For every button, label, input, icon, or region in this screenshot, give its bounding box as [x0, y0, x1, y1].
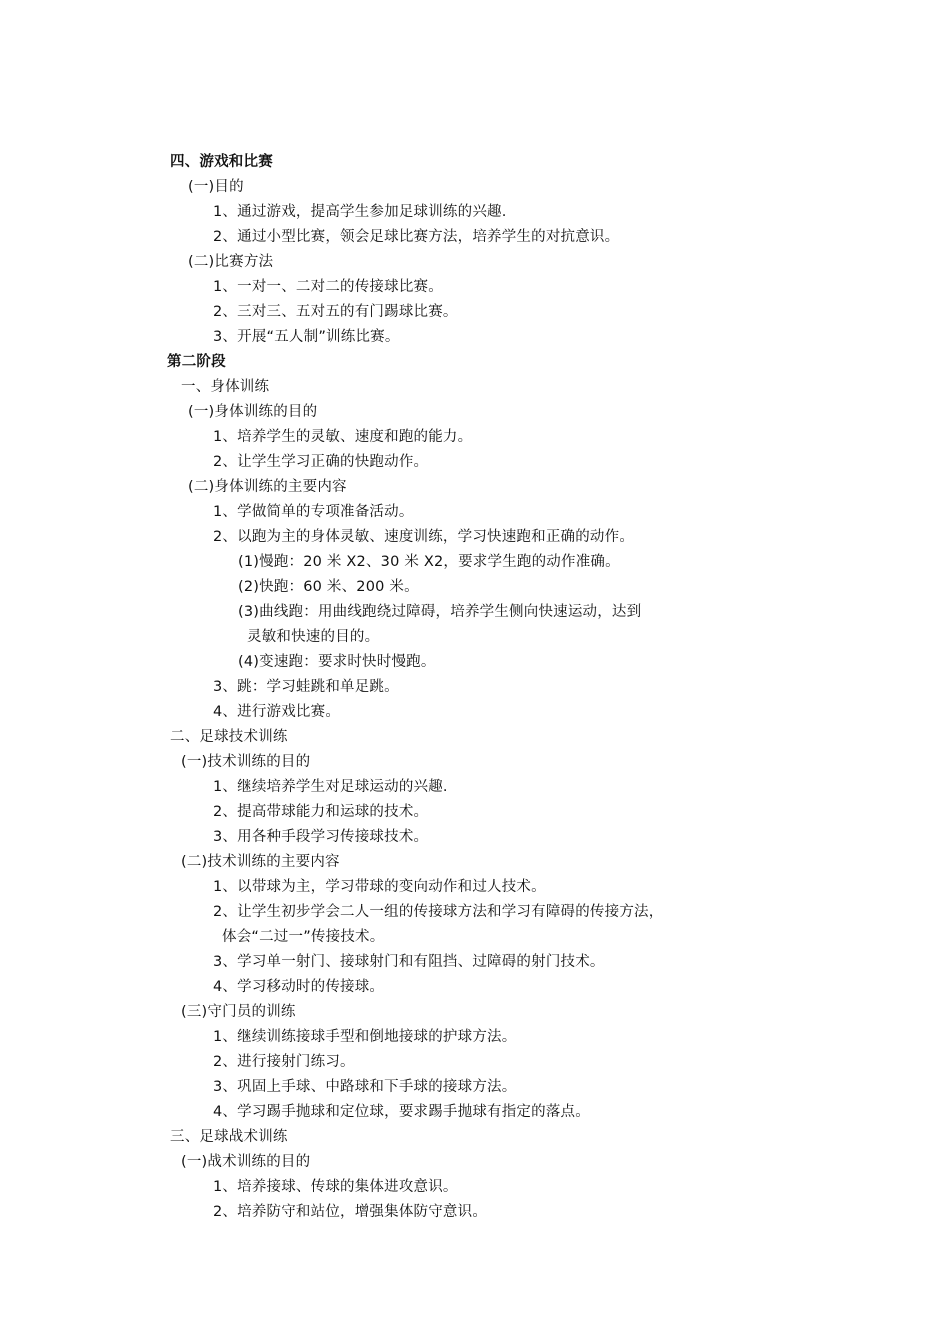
list-item: 1、继续训练接球手型和倒地接球的护球方法。: [213, 1029, 517, 1045]
list-item: 3、学习单一射门、接球射门和有阻挡、过障碍的射门技术。: [213, 954, 605, 970]
sub-list-item-continuation: 灵敏和快速的目的。: [247, 629, 380, 645]
list-item: 3、用各种手段学习传接球技术。: [213, 829, 429, 845]
stage-heading: 第二阶段: [167, 354, 226, 370]
list-item: 1、以带球为主，学习带球的变向动作和过人技术。: [213, 879, 546, 895]
subsection-heading: (一)战术训练的目的: [181, 1154, 311, 1170]
list-item-continuation: 体会“二过一”传接技术。: [222, 929, 385, 945]
list-item: 1、继续培养学生对足球运动的兴趣.: [213, 779, 448, 795]
list-item: 2、让学生学习正确的快跑动作。: [213, 454, 429, 470]
list-item: 4、学习踢手抛球和定位球，要求踢手抛球有指定的落点。: [213, 1104, 590, 1120]
list-item: 2、以跑为主的身体灵敏、速度训练，学习快速跑和正确的动作。: [213, 529, 635, 545]
list-item: 1、培养接球、传球的集体进攻意识。: [213, 1179, 458, 1195]
list-item: 2、三对三、五对五的有门踢球比赛。: [213, 304, 458, 320]
sub-list-item: (1)慢跑：20 米 X2、30 米 X2，要求学生跑的动作准确。: [238, 554, 620, 570]
list-item: 1、通过游戏，提高学生参加足球训练的兴趣.: [213, 204, 507, 220]
subsection-heading: (二)技术训练的主要内容: [181, 854, 340, 870]
subsection-heading: (一)目的: [188, 179, 244, 195]
list-item: 2、让学生初步学会二人一组的传接球方法和学习有障碍的传接方法，: [213, 904, 664, 920]
list-item: 1、培养学生的灵敏、速度和跑的能力。: [213, 429, 473, 445]
list-item: 2、通过小型比赛，领会足球比赛方法，培养学生的对抗意识。: [213, 229, 620, 245]
list-item: 2、提高带球能力和运球的技术。: [213, 804, 429, 820]
list-item: 2、培养防守和站位，增强集体防守意识。: [213, 1204, 488, 1220]
subsection-heading: (一)身体训练的目的: [188, 404, 318, 420]
sub-list-item: (2)快跑：60 米、200 米。: [238, 579, 419, 595]
section-heading: 四、游戏和比赛: [170, 154, 273, 170]
list-item: 1、学做简单的专项准备活动。: [213, 504, 414, 520]
list-item: 4、学习移动时的传接球。: [213, 979, 385, 995]
sub-list-item: (3)曲线跑：用曲线跑绕过障碍，培养学生侧向快速运动，达到: [238, 604, 642, 620]
section-heading: 二、足球技术训练: [170, 729, 288, 745]
list-item: 1、一对一、二对二的传接球比赛。: [213, 279, 443, 295]
subsection-heading: (二)身体训练的主要内容: [188, 479, 347, 495]
subsection-heading: (一)技术训练的目的: [181, 754, 311, 770]
list-item: 3、巩固上手球、中路球和下手球的接球方法。: [213, 1079, 517, 1095]
list-item: 2、进行接射门练习。: [213, 1054, 355, 1070]
list-item: 3、开展“五人制”训练比赛。: [213, 329, 400, 345]
section-heading: 一、身体训练: [181, 379, 270, 395]
sub-list-item: (4)变速跑：要求时快时慢跑。: [238, 654, 436, 670]
list-item: 4、进行游戏比赛。: [213, 704, 341, 720]
section-heading: 三、足球战术训练: [170, 1129, 288, 1145]
list-item: 3、跳：学习蛙跳和单足跳。: [213, 679, 399, 695]
subsection-heading: (二)比赛方法: [188, 254, 274, 270]
subsection-heading: (三)守门员的训练: [181, 1004, 296, 1020]
